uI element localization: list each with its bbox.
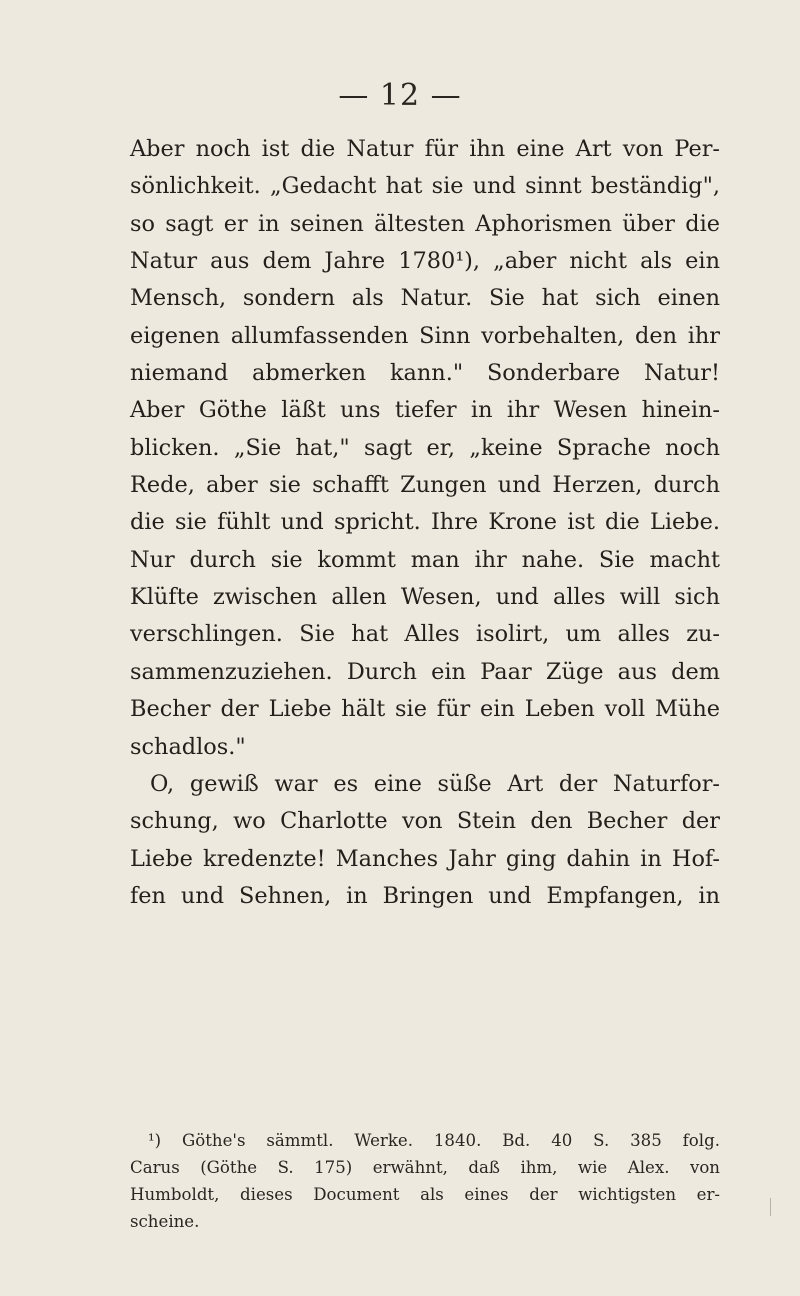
- text-line: eigenen allumfassenden Sinn vorbehalten, den ihr: [130, 322, 720, 349]
- footnotes: [130, 1127, 720, 1235]
- text-line: sammenzuziehen. Durch ein Paar Züge aus dem: [130, 658, 720, 685]
- text-line: so sagt er in seinen ältesten Aphorismen über die: [130, 210, 720, 237]
- text-line: schadlos.": [130, 733, 246, 760]
- footnote-line: ¹) Göthe's sämmtl. Werke. 1840. Bd. 40 S. 385 folg.: [148, 1131, 720, 1150]
- page-edge-mark: [770, 1198, 771, 1216]
- text-line: niemand abmerken kann." Sonderbare Natur!: [130, 360, 720, 387]
- page-number: — 12 —: [338, 78, 462, 113]
- body-text: [130, 131, 720, 915]
- footnote-line: scheine.: [130, 1212, 200, 1231]
- text-line: Aber noch ist die Natur für ihn eine Art von Per-: [130, 136, 720, 162]
- text-line: Aber Göthe läßt uns tiefer in ihr Wesen hinein-: [130, 397, 720, 424]
- text-line: Nur durch sie kommt man ihr nahe. Sie macht: [130, 546, 720, 573]
- text-line: Rede, aber sie schafft Zungen und Herzen, durch: [130, 472, 720, 499]
- text-line: Klüfte zwischen allen Wesen, und alles will sich: [130, 584, 720, 611]
- text-line: verschlingen. Sie hat Alles isolirt, um alles zu-: [130, 621, 720, 648]
- text-line: Liebe kredenzte! Manches Jahr ging dahin in Hof-: [130, 845, 720, 872]
- footnote-line: Humboldt, dieses Document als eines der wichtigsten er-: [130, 1185, 720, 1204]
- text-line: sönlichkeit. „Gedacht hat sie und sinnt beständig",: [130, 173, 720, 200]
- footnote-line: Carus (Göthe S. 175) erwähnt, daß ihm, wie Alex. von: [130, 1158, 720, 1177]
- text-line: schung, wo Charlotte von Stein den Becher der: [130, 808, 720, 835]
- text-line: blicken. „Sie hat," sagt er, „keine Sprache noch: [130, 434, 720, 461]
- text-line: O, gewiß war es eine süße Art der Naturfor-: [150, 770, 720, 797]
- text-line: die sie fühlt und spricht. Ihre Krone ist die Liebe.: [130, 509, 720, 536]
- text-line: Becher der Liebe hält sie für ein Leben voll Mühe: [130, 696, 720, 723]
- text-line: Natur aus dem Jahre 1780¹), „aber nicht als ein: [130, 248, 720, 275]
- text-line: Mensch, sondern als Natur. Sie hat sich einen: [130, 285, 720, 312]
- text-line: fen und Sehnen, in Bringen und Empfangen, in: [130, 882, 720, 909]
